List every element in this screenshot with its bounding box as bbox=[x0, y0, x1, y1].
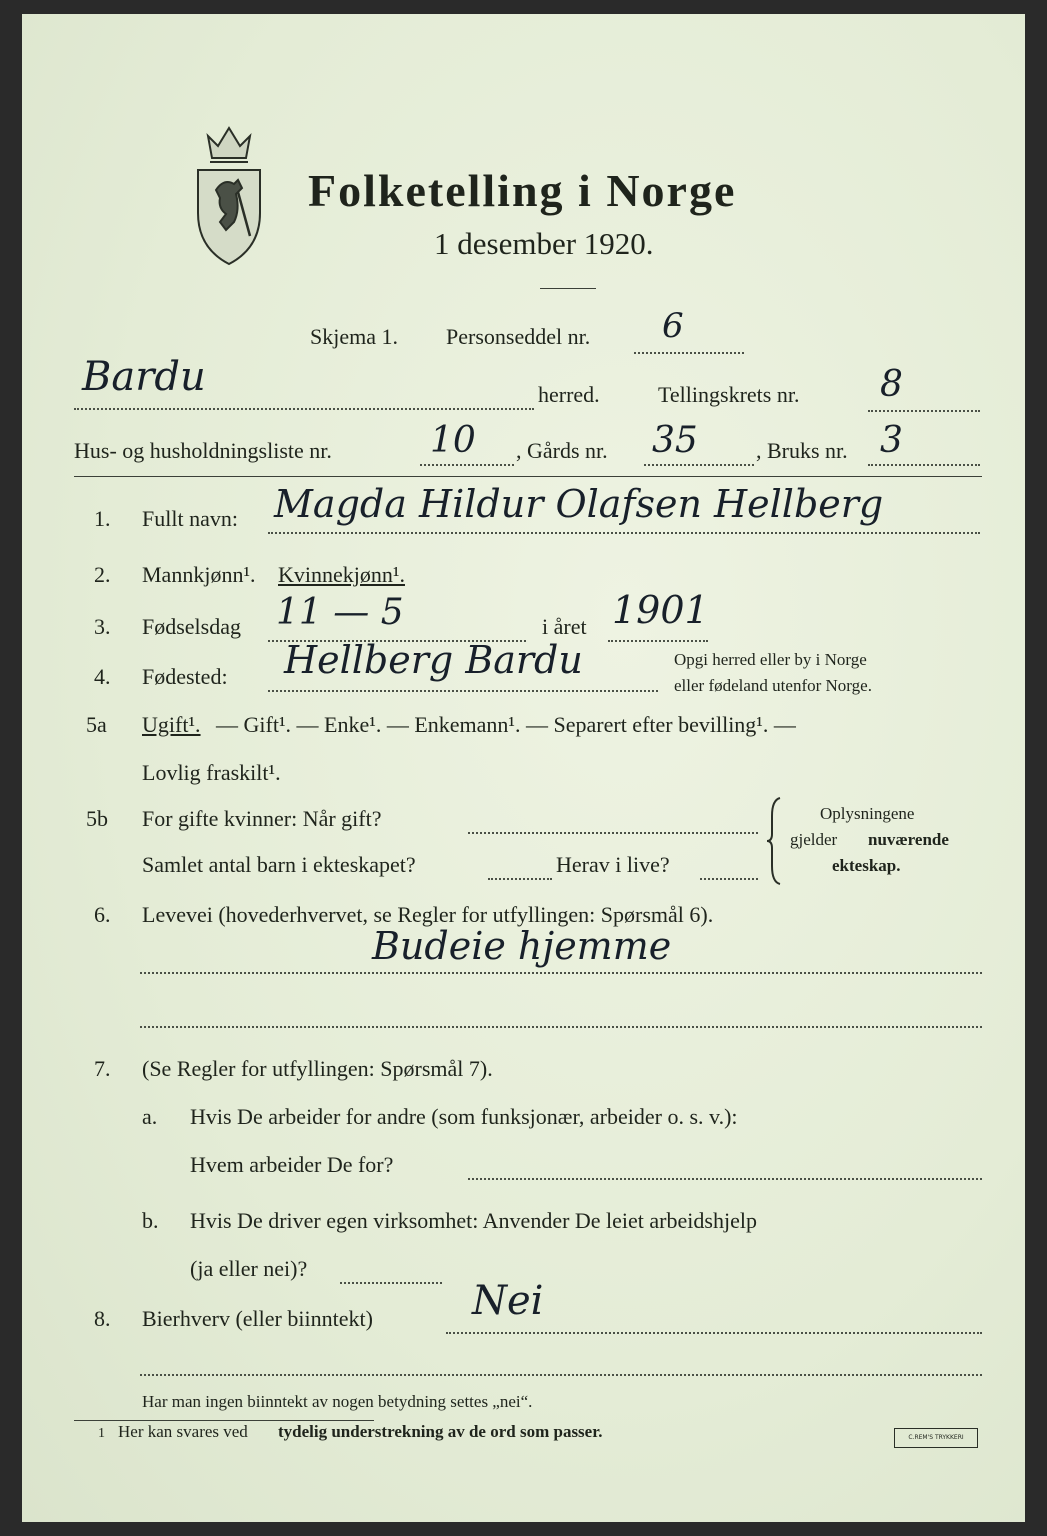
q5b-herav: Herav i live? bbox=[556, 852, 670, 877]
q2-male: Mannkjønn¹. bbox=[142, 562, 256, 587]
q8-label: Bierhverv (eller biinntekt) bbox=[142, 1306, 373, 1331]
q1-full-name-value: Magda Hildur Olafsen Hellberg bbox=[274, 482, 884, 526]
q3-year-label: i året bbox=[542, 614, 587, 639]
tellingskrets-line bbox=[868, 410, 980, 412]
q5b-label2: Samlet antal barn i ekteskapet? bbox=[142, 852, 416, 877]
q5b-note-line1: Oplysningene bbox=[820, 804, 915, 823]
q5b-married-line bbox=[468, 832, 758, 834]
q5b-note-line2a: gjelder bbox=[790, 830, 838, 849]
herred-label: herred. bbox=[538, 382, 600, 407]
q7-number: 7. bbox=[94, 1056, 111, 1081]
q1-label: Fullt navn: bbox=[142, 506, 238, 531]
q5b-number: 5b bbox=[86, 806, 108, 831]
gards-value: 35 bbox=[652, 420, 698, 461]
bruks-label: , Bruks nr. bbox=[756, 438, 848, 463]
q4-number: 4. bbox=[94, 664, 111, 689]
q5b-note-line3: ekteskap. bbox=[832, 856, 901, 875]
tellingskrets-value: 8 bbox=[880, 364, 903, 405]
q7b-label2: (ja eller nei)? bbox=[190, 1256, 308, 1281]
q3-birthday-value: 11 — 5 bbox=[276, 592, 404, 633]
q4-birthplace-value: Hellberg Bardu bbox=[284, 638, 583, 682]
census-form-page bbox=[22, 14, 1025, 1522]
q3-year-line bbox=[608, 640, 708, 642]
divider bbox=[540, 288, 596, 289]
q7a-label2: Hvem arbeider De for? bbox=[190, 1152, 394, 1177]
census-date: 1 desember 1920. bbox=[434, 226, 654, 261]
footnote-text-a: Her kan svares ved bbox=[118, 1422, 248, 1441]
q7a-letter: a. bbox=[142, 1104, 158, 1129]
q2-female-underlined: Kvinnekjønn¹. bbox=[278, 562, 405, 587]
q5b-alive-line bbox=[700, 878, 758, 880]
husliste-line bbox=[420, 464, 514, 466]
personseddel-line bbox=[634, 352, 744, 354]
q6-line2 bbox=[140, 1026, 982, 1028]
q3-year-value: 1901 bbox=[612, 588, 709, 632]
q7-label: (Se Regler for utfyllingen: Spørsmål 7). bbox=[142, 1056, 493, 1081]
q8-line2 bbox=[140, 1374, 982, 1376]
q5b-children-line bbox=[488, 878, 552, 880]
q5a-ugift-underlined: Ugift¹. bbox=[142, 712, 201, 737]
bruks-line bbox=[868, 464, 980, 466]
q1-number: 1. bbox=[94, 506, 111, 531]
q7a-label: Hvis De arbeider for andre (som funksjonær, arbeider o. s. v.): bbox=[190, 1104, 738, 1129]
q6-label: Levevei (hovederhvervet, se Regler for utfyllingen: Spørsmål 6). bbox=[142, 902, 714, 927]
q7b-letter: b. bbox=[142, 1208, 159, 1233]
footnote-number: 1 bbox=[98, 1426, 105, 1441]
q3-number: 3. bbox=[94, 614, 111, 639]
document-title: Folketelling i Norge bbox=[308, 165, 737, 216]
q5a-line2: Lovlig fraskilt¹. bbox=[142, 760, 281, 785]
q5b-label: For gifte kvinner: Når gift? bbox=[142, 806, 382, 831]
coat-of-arms-icon bbox=[190, 118, 268, 268]
bruks-value: 3 bbox=[880, 420, 903, 461]
q5a-number: 5a bbox=[86, 712, 107, 737]
q7b-label: Hvis De driver egen virksomhet: Anvender De leiet arbeidshjelp bbox=[190, 1208, 757, 1233]
q6-line1 bbox=[140, 972, 982, 974]
q3-label: Fødselsdag bbox=[142, 614, 241, 639]
q5a-options: — Gift¹. — Enke¹. — Enkemann¹. — Separert efter bevilling¹. — bbox=[216, 712, 796, 737]
gards-line bbox=[644, 464, 754, 466]
q8-value: Nei bbox=[472, 1278, 544, 1324]
personseddel-label: Personseddel nr. bbox=[446, 324, 591, 349]
personseddel-value: 6 bbox=[662, 306, 684, 346]
q6-number: 6. bbox=[94, 902, 111, 927]
q4-line bbox=[268, 690, 658, 692]
husliste-label: Hus- og husholdningsliste nr. bbox=[74, 438, 332, 463]
q1-line bbox=[268, 532, 980, 534]
herred-value: Bardu bbox=[82, 354, 206, 400]
q8-number: 8. bbox=[94, 1306, 111, 1331]
q2-number: 2. bbox=[94, 562, 111, 587]
q4-note-line1: Opgi herred eller by i Norge bbox=[674, 650, 867, 669]
q5b-note-line2b: nuværende bbox=[868, 830, 949, 849]
q6-occupation-value: Budeie hjemme bbox=[372, 924, 672, 968]
brace-icon bbox=[766, 796, 786, 886]
q7a-line bbox=[468, 1178, 982, 1180]
header-separator bbox=[74, 476, 982, 477]
herred-line bbox=[74, 408, 534, 410]
q8-line1 bbox=[446, 1332, 982, 1334]
husliste-value: 10 bbox=[430, 420, 476, 461]
footnote-text-b: tydelig understrekning av de ord som passer. bbox=[278, 1422, 603, 1441]
skjema-label: Skjema 1. bbox=[310, 324, 398, 349]
nei-note: Har man ingen biinntekt av nogen betydning settes „nei“. bbox=[142, 1392, 533, 1411]
q7b-line bbox=[340, 1282, 442, 1284]
printer-stamp: C.REM'S TRYKKERI bbox=[894, 1428, 978, 1448]
gards-label: , Gårds nr. bbox=[516, 438, 608, 463]
tellingskrets-label: Tellingskrets nr. bbox=[658, 382, 800, 407]
q4-note-line2: eller fødeland utenfor Norge. bbox=[674, 676, 872, 695]
footnote-separator bbox=[74, 1420, 374, 1421]
q4-label: Fødested: bbox=[142, 664, 228, 689]
